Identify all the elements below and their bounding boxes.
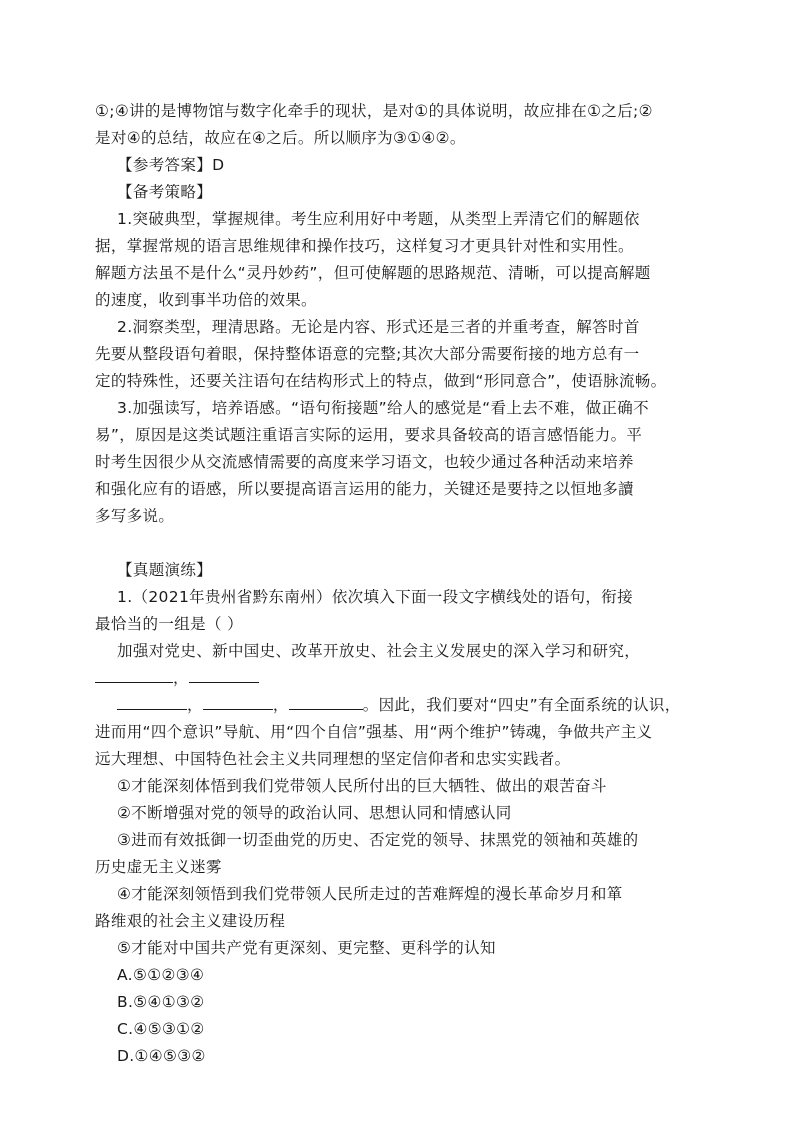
strategy-3-line-4: 和强化应有的语感，所以要提高语言运用的能力，关键还是要持之以恒地多讀 — [95, 480, 634, 498]
choice-c: C.④⑤③①② — [117, 1020, 205, 1038]
option-2: ②不断增强对党的领导的政治认同、思想认同和情感认同 — [117, 804, 512, 822]
strategy-2-line-2: 先要从整段语句着眼，保持整体语意的完整;其次大部分需要衔接的地方总有一 — [95, 345, 640, 363]
choice-d: D.①④⑤③② — [117, 1047, 206, 1065]
strategy-3-line-1: 3.加强读写，培养语感。“语句衔接题”给人的感觉是“看上去不难，做正确不 — [117, 399, 649, 417]
fill-blank-4[interactable] — [203, 697, 273, 710]
blank-separator: ， — [187, 696, 203, 714]
option-1: ①才能深刻体悟到我们党带领人民所付出的巨大牺牲、做出的艰苦奋斗 — [117, 777, 607, 795]
choice-b: B.⑤④①③② — [117, 993, 205, 1011]
passage-line-3 — [117, 696, 681, 714]
option-3-line-2: 历史虚无主义迷雾 — [95, 858, 222, 876]
strategy-1-line-3: 解题方法虽不是什么“灵丹妙药”，但可使解题的思路规范、清晰，可以提高解题 — [95, 264, 651, 282]
fill-blank-3[interactable] — [117, 697, 187, 710]
option-4-line-2: 路维艰的社会主义建设历程 — [95, 912, 286, 930]
strategy-3-line-2: 易”，原因是这类试题注重语言实际的运用，要求具备较高的语言感悟能力。平 — [95, 426, 643, 444]
fill-blank-2[interactable] — [189, 670, 259, 683]
question-1-line-1: 1.（2021年贵州省黔东南州）依次填入下面一段文字横线处的语句，衔接 — [117, 588, 633, 606]
question-1-line-2: 最恰当的一组是（ ） — [95, 615, 243, 633]
practice-label: 【真题演练】 — [117, 561, 213, 579]
strategy-2-line-1: 2.洞察类型，理清思路。无论是内容、形式还是三者的并重考查，解答时首 — [117, 318, 640, 336]
option-5: ⑤才能对中国共产党有更深刻、更完整、更科学的认知 — [117, 939, 496, 957]
passage-line-5: 远大理想、中国特色社会主义共同理想的坚定信仰者和忠实实践者。 — [95, 750, 571, 768]
passage-line-4: 进而用“四个意识”导航、用“四个自信”强基、用“两个维护”铸魂，争做共产主义 — [95, 723, 653, 741]
option-3-line-1: ③进而有效抵御一切歪曲党的历史、否定党的领导、抹黑党的领袖和英雄的 — [117, 831, 639, 849]
strategy-3-line-3: 时考生因很少从交流感情需要的高度来学习语文，也较少通过各种活动来培养 — [95, 453, 634, 471]
choice-a: A.⑤①②③④ — [117, 966, 205, 984]
strategy-1-line-2: 据，掌握常规的语言思维规律和操作技巧，这样复习才更具针对性和实用性。 — [95, 237, 634, 255]
passage-line-3-tail: 。因此，我们要对“四史”有全面系统的认识， — [362, 696, 681, 714]
passage-line-2 — [95, 669, 259, 687]
strategy-3-line-5: 多写多说。 — [95, 507, 175, 525]
blank-separator: ， — [272, 696, 289, 714]
blank-separator: ， — [173, 669, 189, 687]
strategy-2-line-3: 定的特殊性，还要关注语句在结构形式上的特点，做到“形同意合”，使语脉流畅。 — [95, 372, 667, 390]
intro-line-1: ①;④讲的是博物馆与数字化牵手的现状，是对①的具体说明，故应排在①之后;② — [95, 102, 653, 120]
fill-blank-5[interactable] — [289, 697, 363, 710]
passage-line-1: 加强对党史、新中国史、改革开放史、社会主义发展史的深入学习和研究， — [117, 642, 641, 660]
strategy-1-line-1: 1.突破典型，掌握规律。考生应利用好中考题，从类型上弄清它们的解题依 — [117, 210, 640, 228]
strategy-1-line-4: 的速度，收到事半功倍的效果。 — [95, 291, 317, 309]
strategy-label: 【备考策略】 — [117, 183, 213, 201]
option-4-line-1: ④才能深刻领悟到我们党带领人民所走过的苦难辉煌的漫长革命岁月和箪 — [117, 885, 623, 903]
intro-line-2: 是对④的总结，故应在④之后。所以顺序为③①④②。 — [95, 129, 466, 147]
answer-label: 【参考答案】D — [117, 156, 225, 174]
fill-blank-1[interactable] — [95, 670, 173, 683]
